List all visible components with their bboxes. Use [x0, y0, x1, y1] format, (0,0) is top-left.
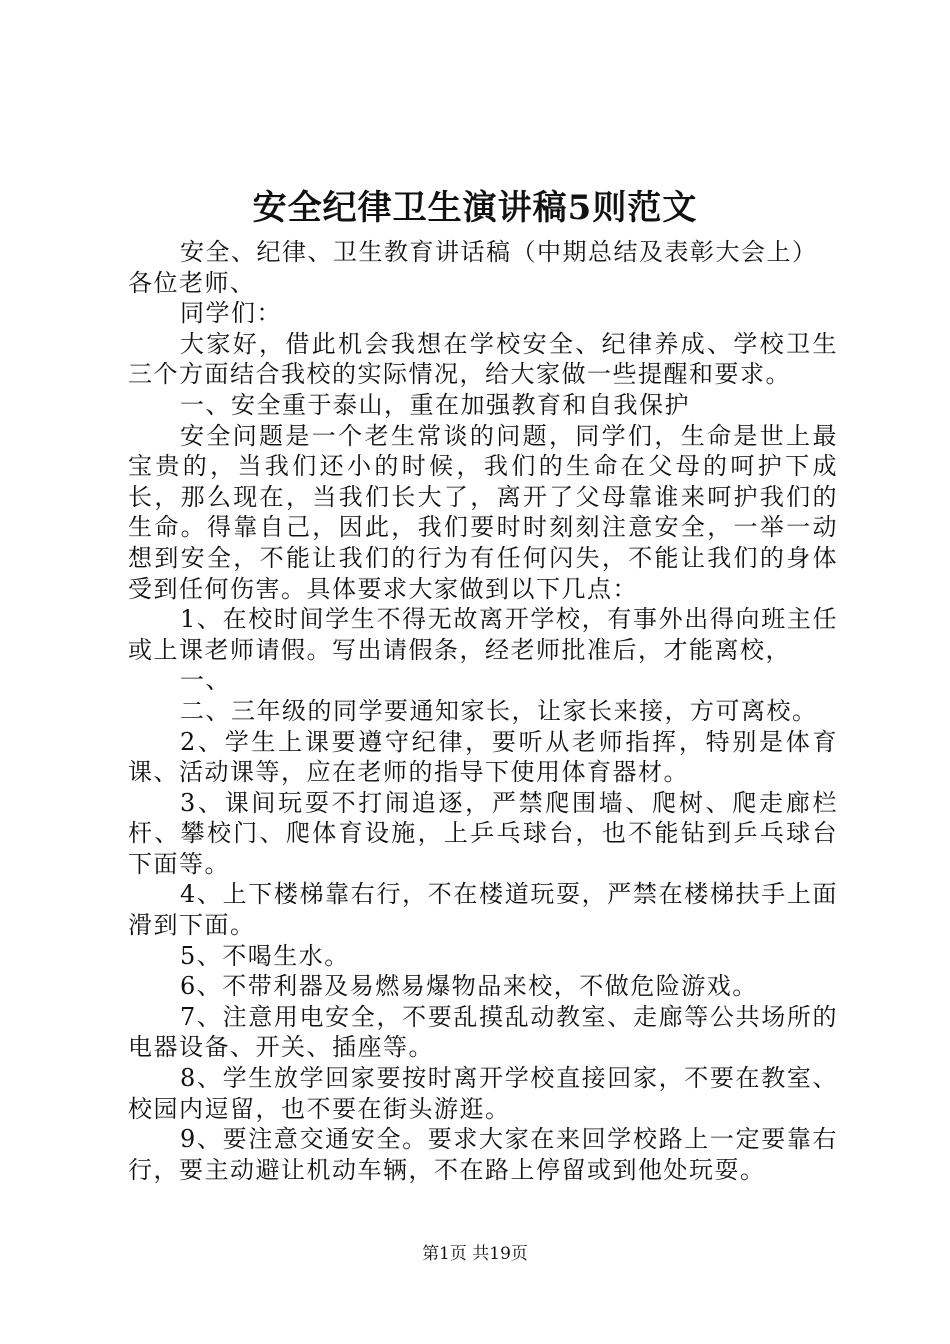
paragraph: 安全问题是一个老生常谈的问题，同学们，生命是世上最宝贵的，当我们还小的时候，我们的生命在父母的呵护下成长，那么现在，当我们长大了，离开了父母靠谁来呵护我们的生命。得靠自己，因此，我们要时时刻刻注意安全，一举一动想到安全，不能让我们的行为有任何闪失，不能让我们的身体受到任何伤害。具体要求大家做到以下几点：	[128, 421, 838, 603]
document-title: 安全纪律卫生演讲稿5则范文	[252, 188, 698, 228]
list-item: 2、学生上课要遵守纪律，要听从老师指挥，特别是体育课、活动课等，应在老师的指导下使用体育器材。	[128, 727, 838, 787]
paragraph: 二、三年级的同学要通知家长，让家长来接，方可离校。	[180, 696, 818, 725]
paragraph: 同学们：	[180, 299, 282, 328]
paragraph: 各位老师、	[128, 268, 256, 297]
list-item: 4、上下楼梯靠右行，不在楼道玩耍，严禁在楼梯扶手上面滑到下面。	[128, 880, 838, 940]
page-footer: 第1页 共19页	[422, 1244, 528, 1264]
list-item: 7、注意用电安全，不要乱摸乱动教室、走廊等公共场所的电器设备、开关、插座等。	[128, 1002, 838, 1062]
document-body	[128, 237, 838, 1185]
list-item: 8、学生放学回家要按时离开学校直接回家，不要在教室、校园内逗留，也不要在街头游逛。	[128, 1064, 838, 1123]
list-item: 6、不带利器及易燃易爆物品来校，不做危险游戏。	[180, 972, 758, 1001]
paragraph: 安全、纪律、卫生教育讲话稿（中期总结及表彰大会上）	[180, 238, 818, 266]
list-item: 1、在校时间学生不得无故离开学校，有事外出得向班主任或上课老师请假。写出请假条，经老师批准后，才能离校，	[128, 605, 838, 664]
list-item: 9、要注意交通安全。要求大家在来回学校路上一定要靠右行，要主动避让机动车辆，不在路上停留或到他处玩耍。	[128, 1125, 838, 1184]
paragraph: 一、	[180, 666, 231, 695]
paragraph: 大家好，借此机会我想在学校安全、纪律养成、学校卫生三个方面结合我校的实际情况，给大家做一些提醒和要求。	[128, 329, 838, 389]
list-item: 3、课间玩耍不打闹追逐，严禁爬围墙、爬树、爬走廊栏杆、攀校门、爬体育设施，上乒乓球台，也不能钻到乒乓球台下面等。	[128, 788, 838, 878]
section-heading: 一、安全重于泰山，重在加强教育和自我保护	[180, 390, 690, 419]
list-item: 5、不喝生水。	[180, 941, 350, 970]
